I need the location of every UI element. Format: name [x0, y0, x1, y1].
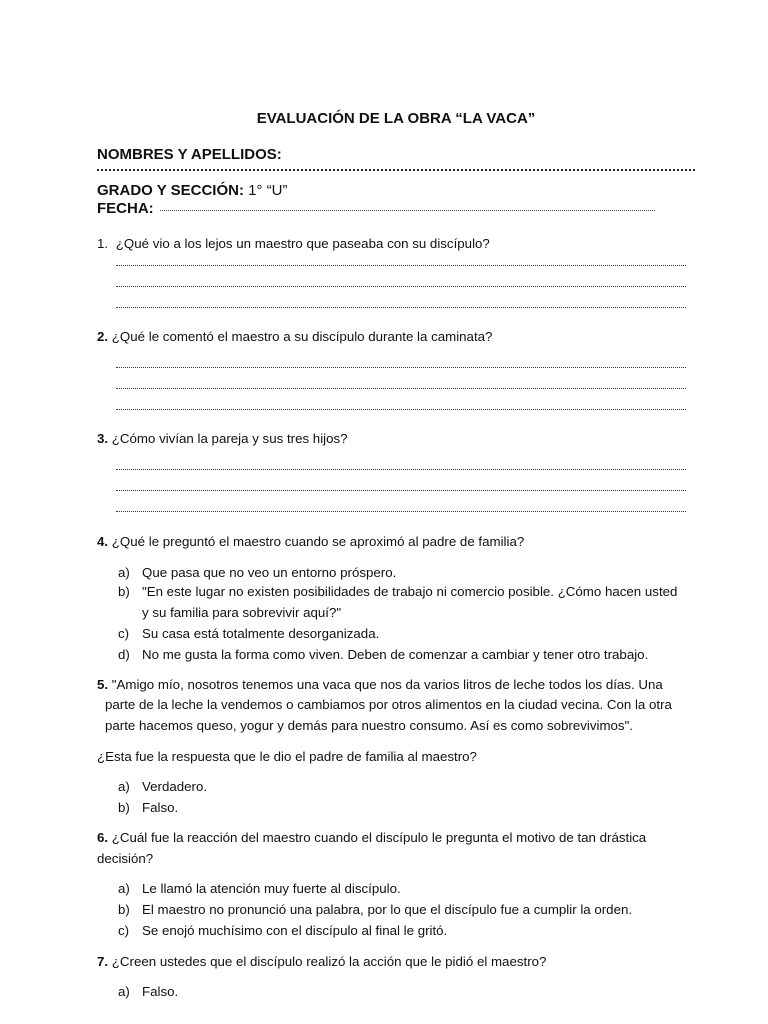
question-text: ¿Qué le comentó el maestro a su discípulo durante la caminata? [111, 329, 493, 344]
answer-line[interactable] [116, 468, 686, 470]
option-letter: a) [118, 565, 130, 580]
answer-line[interactable] [116, 306, 686, 308]
option-letter: b) [118, 584, 130, 599]
option-letter: a) [118, 881, 130, 896]
answer-line[interactable] [116, 285, 686, 287]
names-label: NOMBRES Y APELLIDOS: [97, 146, 282, 163]
answer-line[interactable] [116, 408, 686, 410]
question-number: 7. [97, 954, 109, 969]
answer-line[interactable] [116, 366, 686, 368]
quote-line: parte de la leche la vendemos o cambiamos por otros alimentos en la ciudad vecina. Con la otra [105, 697, 672, 712]
question-text: ¿Esta fue la respuesta que le dio el padre de familia al maestro? [97, 749, 477, 764]
question-3 [97, 431, 348, 446]
option-letter: b) [118, 902, 130, 917]
question-text-continued: decisión? [97, 851, 154, 866]
option-letter: a) [118, 779, 130, 794]
page-title: EVALUACIÓN DE LA OBRA “LA VACA” [256, 110, 536, 127]
quote-line: "Amigo mío, nosotros tenemos una vaca que nos da varios litros de leche todos los días. Una [111, 677, 663, 692]
quote-line: parte hacemos queso, yogur y demás para nuestro consumo. Así es como sobrevivimos". [105, 718, 633, 733]
option-text-continued[interactable]: y su familia para sobrevivir aquí?" [142, 605, 342, 620]
grade-value: 1° “U” [248, 182, 288, 199]
option-text[interactable]: Su casa está totalmente desorganizada. [142, 626, 380, 641]
answer-line[interactable] [116, 510, 686, 512]
option-text[interactable]: Se enojó muchísimo con el discípulo al final le gritó. [142, 923, 448, 938]
question-number: 6. [97, 830, 109, 845]
question-text: ¿Cuál fue la reacción del maestro cuando el discípulo le pregunta el motivo de tan drástica [111, 830, 647, 845]
option-text[interactable]: Falso. [142, 800, 179, 815]
question-text: ¿Qué le preguntó el maestro cuando se aproximó al padre de familia? [111, 534, 525, 549]
answer-line[interactable] [116, 489, 686, 491]
question-2 [97, 329, 492, 344]
grade-label: GRADO Y SECCIÓN: [97, 182, 244, 199]
option-text[interactable]: Le llamó la atención muy fuerte al discípulo. [142, 881, 401, 896]
question-text: ¿Qué vio a los lejos un maestro que paseaba con su discípulo? [115, 236, 490, 251]
question-text: ¿Creen ustedes que el discípulo realizó la acción que le pidió el maestro? [111, 954, 547, 969]
question-number: 1. [97, 236, 109, 251]
option-letter: a) [118, 984, 130, 999]
question-number: 2. [97, 329, 109, 344]
answer-line[interactable] [116, 264, 686, 266]
option-letter: b) [118, 800, 130, 815]
option-letter: c) [118, 923, 130, 938]
answer-line[interactable] [116, 387, 686, 389]
option-text[interactable]: El maestro no pronunció una palabra, por lo que el discípulo fue a cumplir la orden. [142, 902, 633, 917]
option-text[interactable]: "En este lugar no existen posibilidades de trabajo ni comercio posible. ¿Cómo hacen usted [142, 584, 678, 599]
question-4 [97, 534, 524, 549]
option-letter: c) [118, 626, 130, 641]
question-text: ¿Cómo vivían la pareja y sus tres hijos? [111, 431, 348, 446]
question-number: 4. [97, 534, 109, 549]
option-text[interactable]: Que pasa que no veo un entorno próspero. [142, 565, 397, 580]
option-text[interactable]: No me gusta la forma como viven. Deben de comenzar a cambiar y tener otro trabajo. [142, 647, 649, 662]
names-answer-line[interactable] [97, 168, 695, 171]
question-6 [97, 830, 646, 845]
grade-row [97, 182, 287, 199]
option-text[interactable]: Falso. [142, 984, 179, 999]
option-letter: d) [118, 647, 130, 662]
question-number: 5. [97, 677, 109, 692]
question-7 [97, 954, 546, 969]
question-number: 3. [97, 431, 109, 446]
option-text[interactable]: Verdadero. [142, 779, 208, 794]
date-label: FECHA: [97, 200, 154, 217]
question-1 [97, 236, 490, 251]
question-5 [97, 677, 663, 692]
date-answer-line[interactable] [160, 209, 655, 211]
